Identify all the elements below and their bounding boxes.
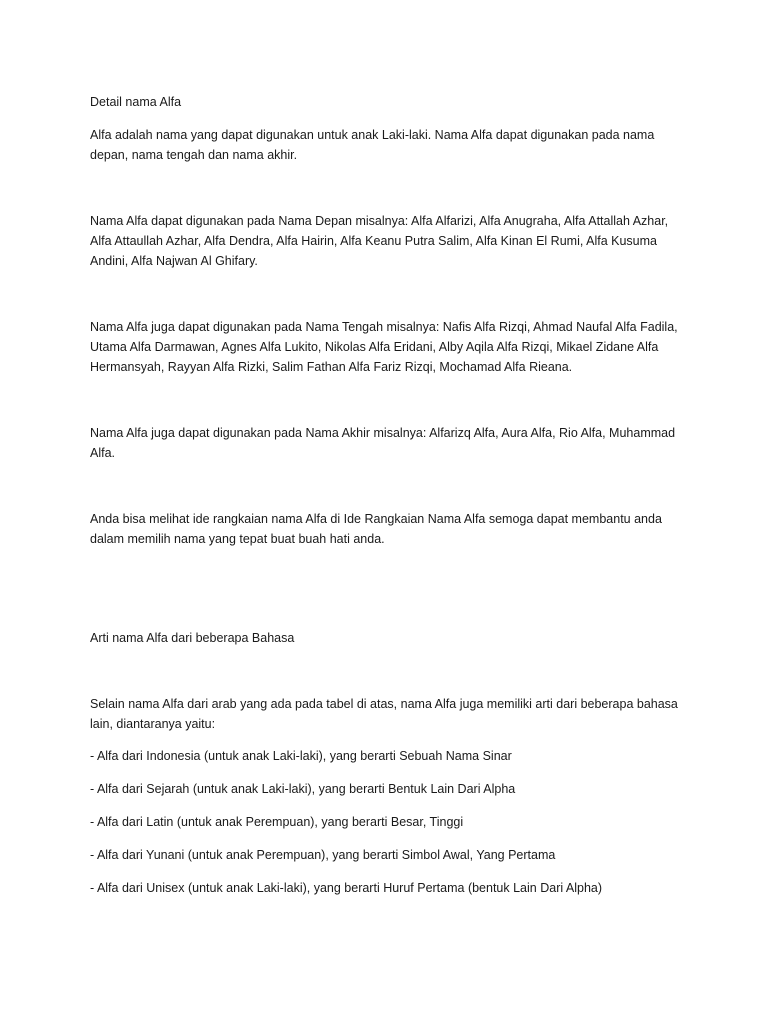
first-name-paragraph: Nama Alfa dapat digunakan pada Nama Depan misalnya: Alfa Alfarizi, Alfa Anugraha, Alfa Attallah Azhar, Alfa Attaullah Azhar, Alfa Dendra, Alfa Hairin, Alfa Keanu Putra Salim, Alfa Kinan El Rumi, Alfa Kusuma Andini, Alfa Najwan Al Ghifary. (90, 214, 669, 268)
intro-paragraph: Alfa adalah nama yang dapat digunakan untuk anak Laki-laki. Nama Alfa dapat digunakan pada nama depan, nama tengah dan nama akhir. (90, 128, 655, 162)
meaning-intro-paragraph: Selain nama Alfa dari arab yang ada pada tabel di atas, nama Alfa juga memiliki arti dari beberapa bahasa lain, diantaranya yaitu: (90, 697, 678, 731)
last-name-paragraph: Nama Alfa juga dapat digunakan pada Nama Akhir misalnya: Alfarizq Alfa, Aura Alfa, Rio Alfa, Muhammad Alfa. (90, 426, 676, 460)
middle-name-paragraph: Nama Alfa juga dapat digunakan pada Nama Tengah misalnya: Nafis Alfa Rizqi, Ahmad Naufal Alfa Fadila, Utama Alfa Darmawan, Agnes Alfa Lukito, Nikolas Alfa Eridani, Alby Aqila Alfa Rizqi, Mikael Zidane Alfa Hermansyah, Rayyan Alfa Rizki, Salim Fathan Alfa Fariz Rizqi, Mochamad Alfa Rieana. (90, 320, 678, 374)
document-title: Detail nama Alfa (90, 95, 182, 109)
meaning-item: - Alfa dari Unisex (untuk anak Laki-laki), yang berarti Huruf Pertama (bentuk Lain Dari Alpha) (90, 881, 603, 895)
meaning-item: - Alfa dari Indonesia (untuk anak Laki-laki), yang berarti Sebuah Nama Sinar (90, 749, 512, 763)
meaning-item: - Alfa dari Latin (untuk anak Perempuan), yang berarti Besar, Tinggi (90, 815, 464, 829)
meaning-heading: Arti nama Alfa dari beberapa Bahasa (90, 631, 295, 645)
combination-paragraph: Anda bisa melihat ide rangkaian nama Alfa di Ide Rangkaian Nama Alfa semoga dapat membantu anda dalam memilih nama yang tepat buat buah hati anda. (90, 512, 662, 546)
meaning-item: - Alfa dari Yunani (untuk anak Perempuan), yang berarti Simbol Awal, Yang Pertama (90, 848, 556, 862)
meaning-item: - Alfa dari Sejarah (untuk anak Laki-laki), yang berarti Bentuk Lain Dari Alpha (90, 782, 516, 796)
